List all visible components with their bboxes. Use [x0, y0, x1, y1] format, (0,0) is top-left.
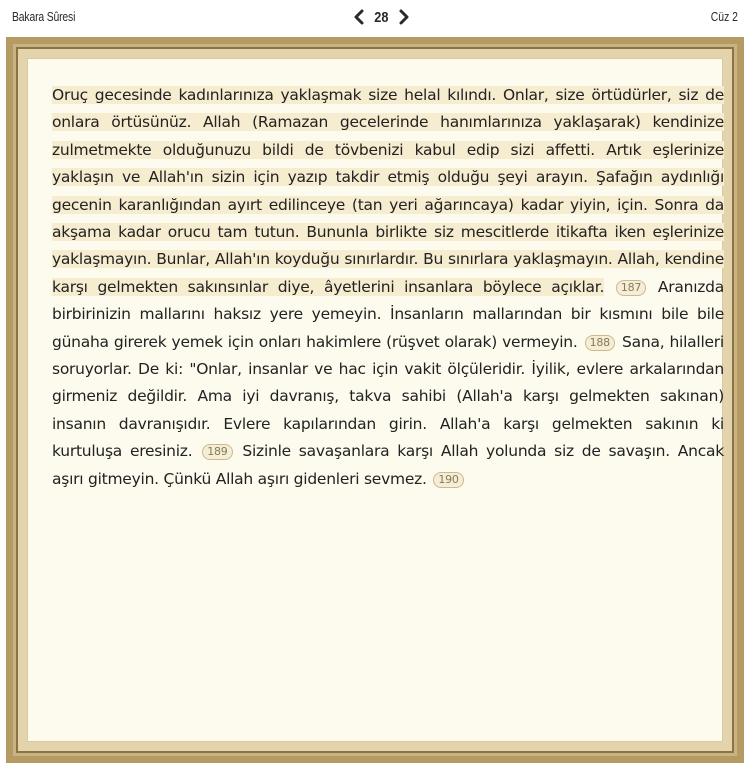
previous-page-button[interactable]: [350, 7, 368, 27]
next-page-button[interactable]: [395, 7, 413, 27]
verse-number-187[interactable]: 187: [616, 280, 646, 296]
top-bar: [0, 0, 750, 36]
chevron-right-icon: [398, 9, 410, 25]
verse-189-text[interactable]: Sana, hilalleri soruyorlar. De ki: "Onlar, insanlar ve hac için vakit ölçüleridir. İyilik, evlere arkalarından girmeniz değildir. Ama iyi davranış, takva sahibi (Allah'a karşı gelmekten sakınan) insanın davranışıdır. Evlere kapılarından girin. Allah'a karşı gelmekten sakının ki kurtuluşa eresiniz.: [52, 332, 724, 461]
verse-187-text[interactable]: Oruç gecesinde kadınlarınıza yaklaşmak size helal kılındı. Onlar, size örtüdürler, siz de onlara örtüsünüz. Allah (Ramazan gecelerinde hanımlarınıza yaklaşarak) kendinize zulmetmekte olduğunuzu bildi de tövbenizi kabul edip sizi affetti. Artık eşlerinize yaklaşın ve Allah'ın sizin için yazıp takdir etmiş olduğu şeyi arayın. Şafağın aydınlığı gecenin karanlığından ayırt edilinceye (tan yeri ağarıncaya) kadar yiyin, için. Sonra da akşama kadar orucu tam tutun. Bununla birlikte siz mescitlerde itikafta iken eşlerinize yaklaşmayın. Bunlar, Allah'ın koyduğu sınırlardır. Bu sınırlara yaklaşmayın. Allah, kendine karşı gelmekten sakınsınlar diye, âyetlerini insanlara böylece açıklar.: [52, 86, 724, 296]
page-navigator: [350, 6, 413, 28]
page-frame: [6, 37, 744, 763]
verse-188-text[interactable]: Aranızda birbirinizin mallarını haksız yere yemeyin. İnsanların mallarından bir kısmını bile bile günaha girerek yemek için onları hakimlere (rüşvet olarak) vermeyin.: [52, 277, 724, 351]
surah-name: Bakara Sûresi: [12, 9, 76, 24]
verse-190-text[interactable]: Sizinle savaşanlara karşı Allah yolunda siz de savaşın. Ancak aşırı gitmeyin. Çünkü Allah aşırı gidenleri sevmez.: [52, 442, 724, 488]
chevron-left-icon: [353, 9, 365, 25]
verse-text-block: [52, 82, 724, 493]
juz-label: Cüz 2: [710, 9, 738, 24]
verse-number-188[interactable]: 188: [585, 335, 615, 351]
page-number: 28: [374, 8, 389, 26]
verse-number-189[interactable]: 189: [202, 444, 232, 460]
mushaf-page: [27, 58, 723, 742]
page-frame-inner: [16, 47, 734, 753]
verse-number-190[interactable]: 190: [433, 472, 463, 488]
